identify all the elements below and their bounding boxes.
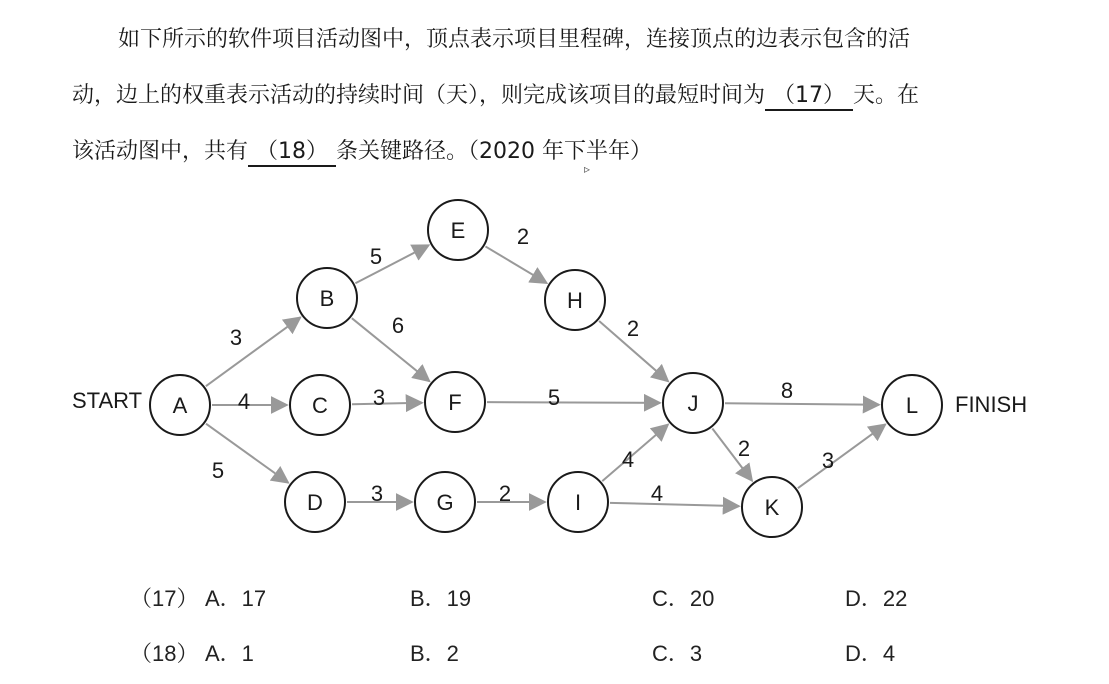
edge-weight-a-b: 3	[229, 325, 243, 350]
edge-j-l	[725, 403, 879, 404]
node-label-e: E	[450, 218, 466, 243]
question-line-2-text: 动，边上的权重表示活动的持续时间（天），则完成该项目的最短时间为	[72, 83, 766, 108]
edge-weight-h-j: 2	[626, 316, 640, 341]
q18-option-a[interactable]: A．1	[205, 641, 254, 666]
edge-weight-i-j: 4	[621, 447, 635, 472]
answer-blank-18: （18）	[248, 134, 336, 167]
edge-weight-c-f: 3	[372, 385, 386, 410]
edge-weight-f-j: 5	[547, 385, 561, 410]
edge-weight-k-l: 3	[821, 448, 835, 473]
finish-label: FINISH	[955, 392, 1028, 417]
node-label-c: C	[312, 393, 328, 418]
q17-label: （17）	[130, 586, 199, 611]
node-label-d: D	[307, 490, 323, 515]
edge-weight-a-c: 4	[237, 389, 251, 414]
question-line-1: 如下所示的软件项目活动图中，顶点表示项目里程碑，连接顶点的边表示包含的活	[118, 27, 911, 52]
node-label-k: K	[764, 495, 780, 520]
edge-weight-i-k: 4	[650, 481, 664, 506]
edge-e-h	[485, 246, 546, 283]
question-line-3-end: 条关键路径。（2020 年下半年）	[336, 139, 652, 164]
q18-label: （18）	[130, 641, 199, 666]
edge-weight-g-i: 2	[498, 481, 512, 506]
edge-weight-b-f: 6	[391, 313, 405, 338]
edge-weight-e-h: 2	[516, 224, 530, 249]
edge-i-k	[610, 503, 739, 506]
question-line-2-end: 天。在	[853, 83, 920, 108]
node-label-i: I	[574, 490, 582, 515]
nodes-layer	[150, 200, 942, 537]
edge-weight-j-l: 8	[780, 378, 794, 403]
node-label-h: H	[567, 288, 583, 313]
edge-f-j	[487, 402, 660, 403]
node-label-l: L	[905, 393, 919, 418]
edge-weight-j-k: 2	[737, 436, 751, 461]
q18-option-b[interactable]: B．2	[410, 641, 459, 666]
node-label-b: B	[319, 286, 335, 311]
edge-a-b	[206, 317, 300, 386]
answer-blank-17: （17）	[765, 78, 853, 111]
edge-weight-a-d: 5	[211, 458, 225, 483]
edge-i-j	[602, 425, 668, 482]
q17-option-b[interactable]: B．19	[410, 586, 472, 611]
edge-weight-d-g: 3	[370, 481, 384, 506]
node-label-g: G	[436, 490, 454, 515]
node-label-a: A	[172, 393, 188, 418]
edge-c-f	[352, 403, 422, 405]
edge-k-l	[798, 424, 885, 488]
edge-b-f	[352, 318, 430, 381]
question-line-3-text: 该活动图中，共有	[72, 139, 249, 164]
start-label: START	[72, 388, 143, 413]
edges-layer	[206, 224, 885, 506]
q17-option-d[interactable]: D．22	[845, 586, 908, 611]
node-label-j: J	[687, 391, 699, 416]
edge-weight-b-e: 5	[369, 244, 383, 269]
edge-b-e	[355, 245, 428, 283]
q17-option-a[interactable]: A．17	[205, 586, 267, 611]
mouse-cursor-icon: ▹	[584, 162, 591, 176]
node-label-f: F	[448, 390, 462, 415]
q17-option-c[interactable]: C．20	[652, 586, 715, 611]
q18-option-c[interactable]: C．3	[652, 641, 703, 666]
q18-option-d[interactable]: D．4	[845, 641, 896, 666]
